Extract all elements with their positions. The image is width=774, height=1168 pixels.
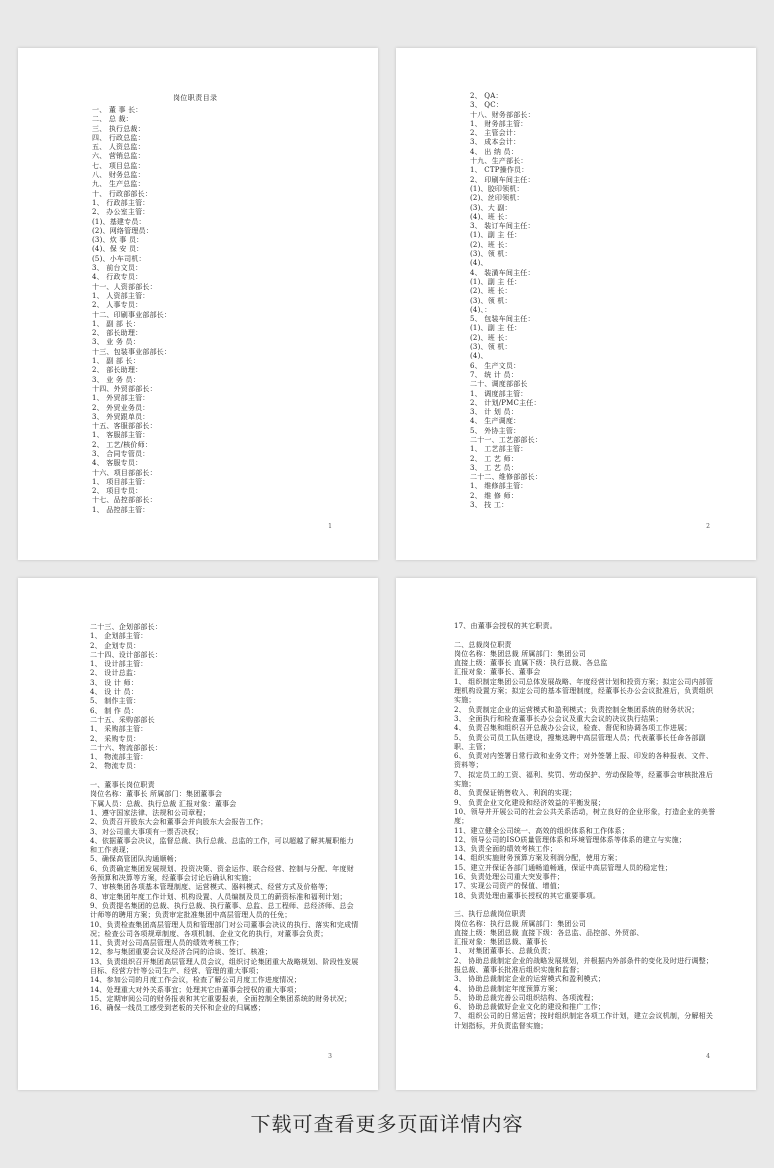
text-line: (2)、班 长： bbox=[470, 333, 512, 342]
text-line: 4、 客服专员： bbox=[92, 459, 143, 468]
text-line: 14、组织实施财务预算方案及利润分配，使用方案； bbox=[454, 854, 622, 863]
text-line: (1)、副 主 任： bbox=[470, 324, 522, 333]
text-line: 2、 设计总监： bbox=[90, 669, 141, 678]
text-line: 7、 统 计 员： bbox=[470, 370, 518, 379]
text-line: 14、处理重大对外关系事宜；处理其它由董事会授权的重大事项； bbox=[90, 985, 301, 994]
text-line: 4、 出 纳 员： bbox=[470, 147, 518, 156]
text-line: 5、 包装车间主任： bbox=[470, 315, 535, 324]
text-line: (4)、保 安 员： bbox=[92, 245, 144, 254]
text-line: 3、 QC： bbox=[470, 101, 503, 110]
text-line: 2、 QA： bbox=[470, 92, 503, 100]
text-line: 八、 财务总监： bbox=[92, 171, 145, 180]
text-line: 2、负责召开股东大会和董事会并向股东大会报告工作； bbox=[90, 818, 268, 827]
text-line: (4)、 bbox=[470, 259, 488, 268]
text-line: 二十一、工艺部部长： bbox=[470, 435, 542, 444]
text-line: 四、 行政总监： bbox=[92, 133, 145, 142]
text-line: 16、确保一线员工感受到老板的关怀和企业的归属感； bbox=[90, 1004, 265, 1013]
text-line: 8、 负责保证销售收入、利润的实现； bbox=[454, 789, 577, 798]
text-line: 2、 人事专员： bbox=[92, 301, 143, 310]
text-line: (3)、炊 事 员： bbox=[92, 236, 144, 245]
text-line: 1、 财务部主管： bbox=[470, 119, 528, 128]
download-more-link[interactable]: 下载可查看更多页面详情内容 bbox=[250, 1112, 524, 1136]
text-line: 直接上级：集团总裁 直接下级：各总监、品控部、外贸部、 bbox=[454, 928, 644, 937]
text-line: (1)、副 主 任： bbox=[470, 277, 522, 286]
text-line: (4)、： bbox=[470, 305, 492, 314]
text-line: (2)、网络管理员： bbox=[92, 226, 153, 235]
text-line: 3、 设 计 师： bbox=[90, 678, 138, 687]
text-line: 1、 工艺部主管： bbox=[470, 445, 528, 454]
text-line: 4、 设 计 员： bbox=[90, 688, 138, 697]
text-line: 7、 拟定员工的工资、福利、奖罚、劳动保护、劳动保险等，经董事会审核批准后实施； bbox=[454, 770, 714, 789]
text-line: 下属人员：总裁、执行总裁 汇报对象：董事会 bbox=[90, 799, 237, 808]
text-line: 汇报对象：集团总裁、董事长 bbox=[454, 938, 548, 947]
text-line: (2)、班 长： bbox=[470, 240, 512, 249]
text-line: 十五、客服部部长： bbox=[92, 422, 157, 431]
text-line: 三、 执行总裁： bbox=[92, 124, 145, 133]
text-line: 3、 前台文员： bbox=[92, 264, 143, 273]
text-line: (2)、丝印领机： bbox=[470, 194, 524, 203]
text-line: 2、 工艺/核价师： bbox=[92, 440, 153, 449]
text-line: 12、参与集团重要会议及经济合同的洽谈、签订、核准； bbox=[90, 948, 273, 957]
page-title: 岗位职责目录 bbox=[173, 94, 218, 102]
text-line: 10、领导并开展公司的社会公共关系活动，树立良好的企业形象，打造企业的美誉度； bbox=[454, 807, 716, 826]
text-line: 5、 协助总裁完善公司组织结构、各项流程； bbox=[454, 993, 598, 1002]
text-line: 7、审核集团各项基本管理制度、运营模式、器料模式、经营方式及价格等； bbox=[90, 883, 333, 892]
text-line: 3、 装订车间主任： bbox=[470, 222, 535, 231]
text-line: 1、遵守国家法律、法规和公司章程； bbox=[90, 808, 210, 817]
document-page-3 bbox=[18, 578, 378, 1090]
text-line: 十九、生产部长： bbox=[470, 157, 528, 166]
text-line: 11、负责对公司高层管理人员的绩效考核工作； bbox=[90, 939, 244, 948]
text-line: 15、定期审阅公司的财务报表和其它重要报表，全面控制全集团系统的财务状况； bbox=[90, 994, 352, 1003]
text-line: 十八、财务部部长： bbox=[470, 110, 535, 119]
text-line: 二、 总 裁： bbox=[92, 115, 133, 124]
text-line: 2、 计划/PMC主任： bbox=[470, 398, 541, 407]
text-line: 14、参加公司的月度工作会议，检查了解公司月度工作进度情况； bbox=[90, 976, 301, 985]
text-line: 1、 副 部 长： bbox=[92, 357, 140, 366]
text-line: 十一、人资部部长： bbox=[92, 282, 157, 291]
text-line: 1、 调度部主管： bbox=[470, 389, 528, 398]
text-line bbox=[454, 901, 716, 910]
document-page-2 bbox=[396, 48, 756, 560]
text-line: 二、总裁岗位职责 bbox=[454, 640, 512, 649]
text-line: 11、建立健全公司统一、高效的组织体系和工作体系； bbox=[454, 826, 629, 835]
text-line: (5)、小车司机： bbox=[92, 254, 146, 263]
text-line: 3、 协助总裁制定企业的运营模式和盈利模式； bbox=[454, 975, 606, 984]
text-line: 2、 主管会计： bbox=[470, 129, 521, 138]
text-line: 3、 成本会计： bbox=[470, 138, 521, 147]
text-line: (3)、领 机： bbox=[470, 250, 512, 259]
text-line: 十六、项目部部长： bbox=[92, 468, 157, 477]
text-line: 17、由董事会授权的其它职责。 bbox=[454, 622, 557, 630]
text-line: 13、负责全面的绩效考核工作； bbox=[454, 845, 557, 854]
text-line: (4)、 bbox=[470, 352, 488, 361]
document-page-4 bbox=[396, 578, 756, 1090]
text-line: 1、 维修部主管： bbox=[470, 482, 528, 491]
text-line: 2、 办公室主管： bbox=[92, 208, 150, 217]
text-line: 2、 印刷车间主任： bbox=[470, 175, 535, 184]
text-line: 1、 物流部主管： bbox=[90, 753, 148, 762]
text-line: (4)、班 长： bbox=[470, 212, 512, 221]
text-line: 17、实现公司资产的保值、增值； bbox=[454, 882, 565, 891]
text-line: (3)、大 副： bbox=[470, 203, 512, 212]
text-line: (2)、班 长： bbox=[470, 287, 512, 296]
text-line: 9、负责提名集团的总裁、执行总裁、执行董事、总监、总工程师、总经济师、总会计师等的聘用方案；负责审定批准集团中高层管理人员的任免； bbox=[90, 901, 354, 920]
text-line: 7、 组织公司的日常运营；按时组织制定各项工作计划，建立会议机制，分解相关计划指标，并负责监督实施； bbox=[454, 1012, 714, 1030]
text-line: 5、 制作主管： bbox=[90, 697, 141, 706]
text-line: 8、审定集团年度工作计划、机构设置、人员编制及员工的薪资标准和福利计划； bbox=[90, 892, 347, 901]
text-line: 16、负责处理公司重大突发事件； bbox=[454, 873, 565, 882]
page-3-lines bbox=[90, 623, 360, 1013]
text-line: 直接上级：董事长 直属下级：执行总裁、各总监 bbox=[454, 659, 608, 668]
text-line: 3、 合同专管员： bbox=[92, 449, 150, 458]
text-line: 2、 维 修 师： bbox=[470, 491, 518, 500]
text-line: (1)、基建专员： bbox=[92, 217, 146, 226]
text-line: 1、 品控部主管： bbox=[92, 505, 150, 514]
text-line: 9、 负责企业文化建设和经济效益的平衡发展； bbox=[454, 798, 606, 807]
text-line: (3)、领 机： bbox=[470, 343, 512, 352]
text-line: 2、 项目专员： bbox=[92, 487, 143, 496]
text-line: 2、 外贸业务员： bbox=[92, 403, 150, 412]
text-line: 1、 客服部主管： bbox=[92, 431, 150, 440]
document-page-1 bbox=[18, 48, 378, 560]
text-line: 十、 行政部部长： bbox=[92, 189, 153, 198]
text-line: 6、负责确定集团发展规划、投资决策、资金运作、联合经营、控制与分配、年度财务预算和决算等方案，经董事会讨论后确认和实施； bbox=[90, 864, 354, 883]
page-number: 4 bbox=[706, 1053, 710, 1060]
text-line: 2、 部长助理： bbox=[92, 366, 143, 375]
text-line: 6、 制 作 员： bbox=[90, 706, 138, 715]
text-line: 十二、印刷事业部部长： bbox=[92, 310, 172, 319]
text-line: 2、 采购专员： bbox=[90, 734, 141, 743]
text-line: 4、 装潢车间主任： bbox=[470, 268, 535, 277]
text-line bbox=[90, 772, 360, 781]
text-line: 4、 生产调度： bbox=[470, 417, 521, 426]
text-line: 七、 项目总监： bbox=[92, 161, 145, 170]
text-line: 二十三、企划部部长： bbox=[90, 623, 162, 631]
text-line: (3)、领 机： bbox=[470, 296, 512, 305]
page-1-lines bbox=[92, 106, 171, 515]
text-line: 1、 人资部主管： bbox=[92, 291, 150, 300]
page-number: 3 bbox=[328, 1053, 332, 1060]
text-line: 岗位名称：执行总裁 所属部门：集团公司 bbox=[454, 919, 587, 928]
text-line: 6、 协助总裁做好企业文化的建设和推广工作； bbox=[454, 1003, 606, 1012]
text-line: 二十六、物流部部长： bbox=[90, 743, 162, 752]
text-line: (1)、副 主 任： bbox=[470, 231, 522, 240]
text-line: 4、 行政专员： bbox=[92, 273, 143, 282]
text-line: 1、 对集团董事长、总裁负责； bbox=[454, 947, 555, 956]
text-line: 岗位名称：董事长 所属部门：集团董事会 bbox=[90, 790, 223, 799]
text-line: 五、 人资总监： bbox=[92, 143, 145, 152]
text-line: 3、 业 务 员： bbox=[92, 375, 140, 384]
text-line: 1、 行政部主管： bbox=[92, 198, 150, 207]
text-line bbox=[454, 631, 716, 640]
text-line: 二十、调度部部长 bbox=[470, 380, 528, 389]
text-line: 1、 企划部主管： bbox=[90, 632, 148, 641]
text-line: 4、 协助总裁制定年度预算方案； bbox=[454, 984, 562, 993]
page-2-lines bbox=[470, 92, 542, 510]
text-line: 2、 协助总裁制定企业的战略发展规划，并根据内外部条件的变化及时进行调整；报总裁、董事长批准后组织实施和监督； bbox=[454, 956, 714, 974]
text-line: 10、负责检查集团高层管理人员和管理部门对公司董事会决议的执行、落实和完成情况；检查公司各项规章制度、各项机制、企业文化的执行，对董事会负责； bbox=[90, 920, 359, 938]
text-line: 2、 工 艺 师： bbox=[470, 454, 518, 463]
text-line: 5、 外协主管： bbox=[470, 426, 521, 435]
text-line: 三、执行总裁岗位职责 bbox=[454, 910, 526, 919]
text-line: 岗位名称：集团总裁 所属部门：集团公司 bbox=[454, 649, 587, 658]
text-line: 4、 负责召集和组织召开总裁办公会议，检查、督促和协调各项工作进展； bbox=[454, 724, 692, 733]
text-line: 二十四、设计部部长： bbox=[90, 650, 162, 659]
text-line: 六、 营销总监： bbox=[92, 152, 145, 161]
text-line: 1、 组织制定集团公司总体发展战略、年度经营计划和投资方案；拟定公司内部管理机构设置方案；拟定公司的基本管理制度，经董事长办公会议批准后，负责组织实施； bbox=[454, 677, 714, 705]
text-line: 2、 企划专员： bbox=[90, 641, 141, 650]
text-line: 1、 项目部主管： bbox=[92, 477, 150, 486]
text-line: 1、 副 部 长： bbox=[92, 319, 140, 328]
text-line: 3、 全面执行和检查董事长办公会议及重大会议的决议执行结果； bbox=[454, 714, 663, 723]
text-line: 十三、包装事业部部长： bbox=[92, 347, 172, 356]
text-line: 十四、外贸部部长： bbox=[92, 384, 157, 393]
text-line: 2、 部长助理： bbox=[92, 329, 143, 338]
text-line: 6、 负责对内签署日常行政和业务文件；对外签署上报、印发的各种报表、文件、资料等； bbox=[454, 752, 714, 770]
text-line: 15、建立并保证各部门通畅道畅通，保证中高层管理人员的稳定性； bbox=[454, 863, 673, 872]
text-line: 6、 生产文员： bbox=[470, 361, 521, 370]
page-number: 2 bbox=[706, 523, 710, 530]
text-line: 1、 采购部主管： bbox=[90, 725, 148, 734]
text-line: 3、 工 艺 员： bbox=[470, 463, 518, 472]
text-line: 3、 外贸跟单员： bbox=[92, 412, 150, 421]
text-line: 九、 生产总监： bbox=[92, 180, 145, 189]
text-line: 十七、品控部部长： bbox=[92, 496, 157, 505]
text-line: 3、对公司重大事项有一票否决权； bbox=[90, 827, 203, 836]
text-line: 12、领导公司的ISO质量管理体系和环境管理体系等体系的建立与实施； bbox=[454, 835, 687, 844]
text-line: 3、 业 务 员： bbox=[92, 338, 140, 347]
text-line: 3、 计 划 员： bbox=[470, 408, 518, 417]
text-line: 2、 负责制定企业的运营模式和盈利模式；负责控制全集团系统的财务状况； bbox=[454, 705, 699, 714]
text-line: 1、 CTP操作员： bbox=[470, 166, 529, 175]
text-line: 一、董事长岗位职责 bbox=[90, 781, 155, 790]
text-line: 1、 设计部主管： bbox=[90, 660, 148, 669]
text-line: 4、依据董事会决议，监督总裁、执行总裁、总监的工作，可以超越了解其履职能力和工作表现； bbox=[90, 836, 354, 855]
page-number: 1 bbox=[328, 523, 332, 530]
text-line: 5、 负责公司员工队伍建设，搜集选聘中高层管理人员；代表董事长任命各部副职、主管； bbox=[454, 733, 706, 751]
text-line: 2、 物流专员： bbox=[90, 762, 141, 771]
text-line: 二十五、采购部部长 bbox=[90, 715, 155, 724]
text-line: 13、负责组织召开集团高层管理人员会议，组织讨论集团重大战略规划、阶段性发展目标、经营方针等公司生产、经营、管理的重大事项； bbox=[90, 957, 359, 975]
text-line: 5、确保高管团队沟通顺畅； bbox=[90, 855, 182, 864]
text-line: 一、 董 事 长： bbox=[92, 106, 143, 114]
text-line: (1)、胶印领机： bbox=[470, 184, 524, 193]
text-line: 二十二、维修部部长： bbox=[470, 473, 542, 482]
text-line: 1、 外贸部主管： bbox=[92, 394, 150, 403]
page-4-lines bbox=[454, 622, 716, 1031]
text-line: 3、 技 工： bbox=[470, 501, 509, 510]
text-line: 汇报对象：董事长、董事会 bbox=[454, 668, 541, 677]
text-line: 18、负责处理由董事长授权的其它重要事项。 bbox=[454, 891, 601, 900]
